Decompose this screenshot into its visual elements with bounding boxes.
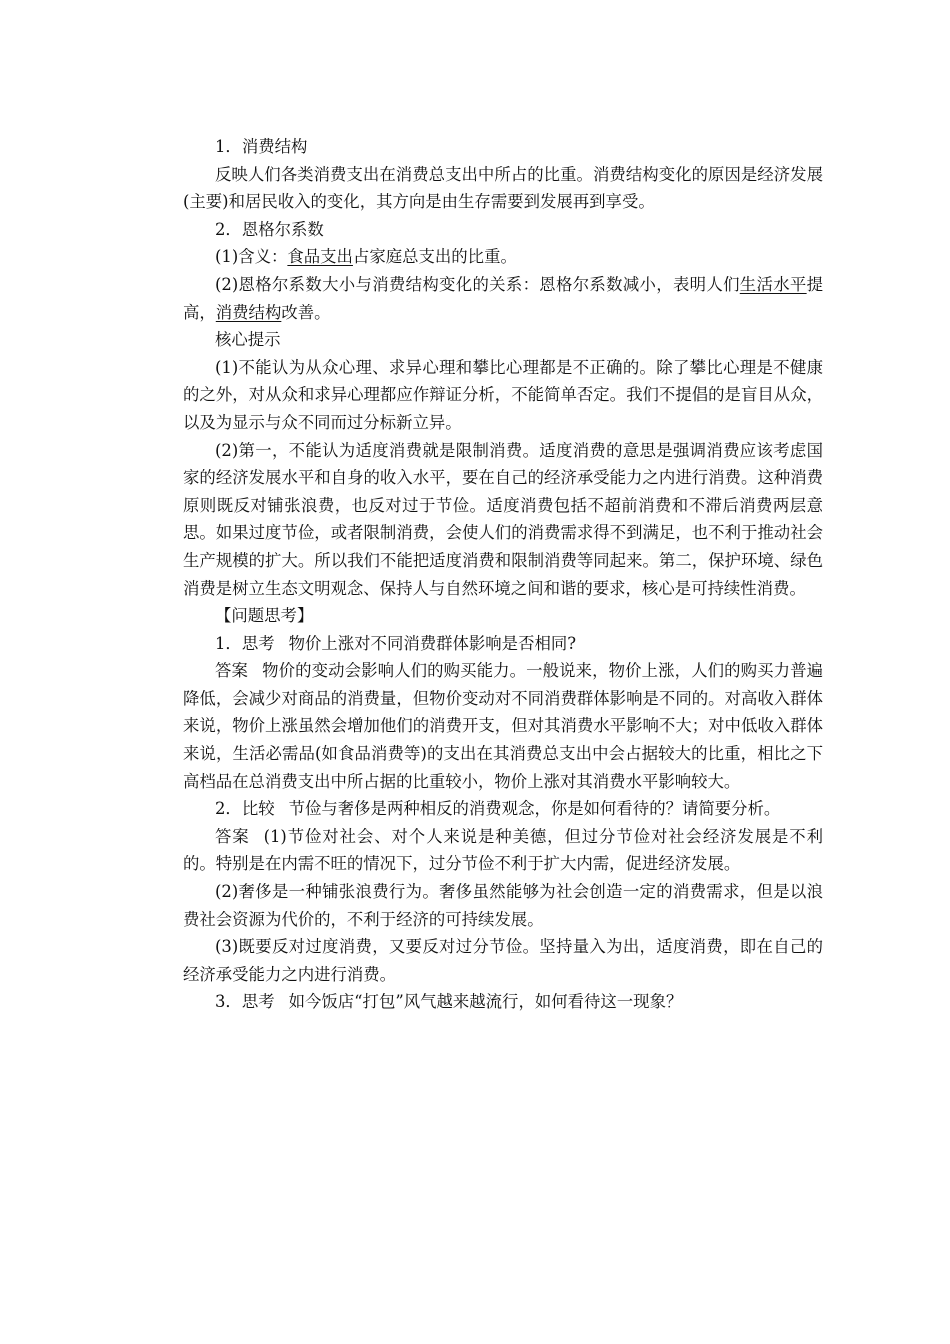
answer-2-part-1 <box>183 823 823 878</box>
question-3-label: 3．思考 <box>215 992 275 1012</box>
answer-2-text-1: (1)节俭对社会、对个人来说是种美德，但过分节俭对社会经济发展是不利的。特别是在内需不旺的情况下，过分节俭不利于扩大内需，促进经济发展。 <box>183 826 823 874</box>
engel-definition-suffix: 占家庭总支出的比重。 <box>352 247 517 267</box>
underlined-term-consumption-structure: 消费结构 <box>215 302 282 322</box>
engel-relationship-mid: 提高， <box>183 274 824 322</box>
core-tips-title: 核心提示 <box>215 330 281 350</box>
paragraph-consumption-structure: 反映人们各类消费支出在消费总支出中所占的比重。消费结构变化的原因是经济发展(主要)和居民收入的变化，其方向是由生存需要到发展再到享受。 <box>183 164 823 212</box>
document-page <box>183 133 823 1016</box>
engel-relationship-prefix: (2)恩格尔系数大小与消费结构变化的关系：恩格尔系数减小，表明人们 <box>215 274 740 294</box>
question-3-text: 如今饭店“打包”风气越来越流行，如何看待这一现象？ <box>288 992 683 1012</box>
engel-definition-prefix: (1)含义： <box>215 247 288 267</box>
answer-2-part-2: (2)奢侈是一种铺张浪费行为。奢侈虽然能够为社会创造一定的消费需求，但是以浪费社会资源为代价的，不利于经济的可持续发展。 <box>183 882 823 929</box>
core-tip-paragraph-2: (2)第一，不能认为适度消费就是限制消费。适度消费的意思是强调消费应该考虑国家的经济发展水平和自身的收入水平，要在自己的经济承受能力之内进行消费。这种消费原则既反对铺张浪费，也反对过于节俭。适度消费包括不超前消费和不滞后消费两层意思。如果过度节俭，或者限制消费，会使人们的消费需求得不到满足，也不利于推动社会生产规模的扩大。所以我们不能把适度消费和限制消费等同起来。第二，保护环境、绿色消费是树立生态文明观念、保持人与自然环境之间和谐的要求，核心是可持续性消费。 <box>183 440 823 598</box>
underlined-term-living-standard: 生活水平 <box>739 274 807 294</box>
paragraph-engel-definition <box>183 243 823 271</box>
core-tip-paragraph-1: (1)不能认为从众心理、求异心理和攀比心理都是不正确的。除了攀比心理是不健康的之外，对从众和求异心理都应作辩证分析，不能简单否定。我们不提倡的是盲目从众，以及为显示与众不同而过分标新立异。 <box>183 357 823 432</box>
underlined-term-food-expenditure: 食品支出 <box>287 247 353 267</box>
question-2-label: 2．比较 <box>215 799 275 819</box>
paragraph-engel-relationship <box>183 271 823 326</box>
question-2 <box>183 795 823 823</box>
answer-1-label: 答案 <box>215 661 248 681</box>
section-heading-engel-coefficient: 2．恩格尔系数 <box>215 219 324 239</box>
answer-2-label: 答案 <box>215 826 250 846</box>
question-1 <box>183 630 823 658</box>
question-3 <box>183 988 823 1016</box>
answer-1 <box>183 657 823 795</box>
question-section-title: 【问题思考】 <box>215 606 314 626</box>
question-1-label: 1．思考 <box>215 633 275 653</box>
question-2-text: 节俭与奢侈是两种相反的消费观念，你是如何看待的？请简要分析。 <box>288 799 781 819</box>
answer-1-text: 物价的变动会影响人们的购买能力。一般说来，物价上涨，人们的购买力普遍降低，会减少对商品的消费量，但物价变动对不同消费群体影响是不同的。对高收入群体来说，物价上涨虽然会增加他们的消费开支，但对其消费水平影响不大；对中低收入群体来说，生活必需品(如食品消费等)的支出在其消费总支出中会占据较大的比重，相比之下高档品在总消费支出中所占据的比重较小，物价上涨对其消费水平影响较大。 <box>183 661 823 791</box>
question-1-text: 物价上涨对不同消费群体影响是否相同? <box>288 633 577 653</box>
section-heading-consumption-structure: 1．消费结构 <box>215 137 308 156</box>
answer-2-part-3: (3)既要反对过度消费，又要反对过分节俭。坚持量入为出，适度消费，即在自己的经济承受能力之内进行消费。 <box>183 937 823 984</box>
engel-relationship-suffix: 改善。 <box>281 302 331 322</box>
